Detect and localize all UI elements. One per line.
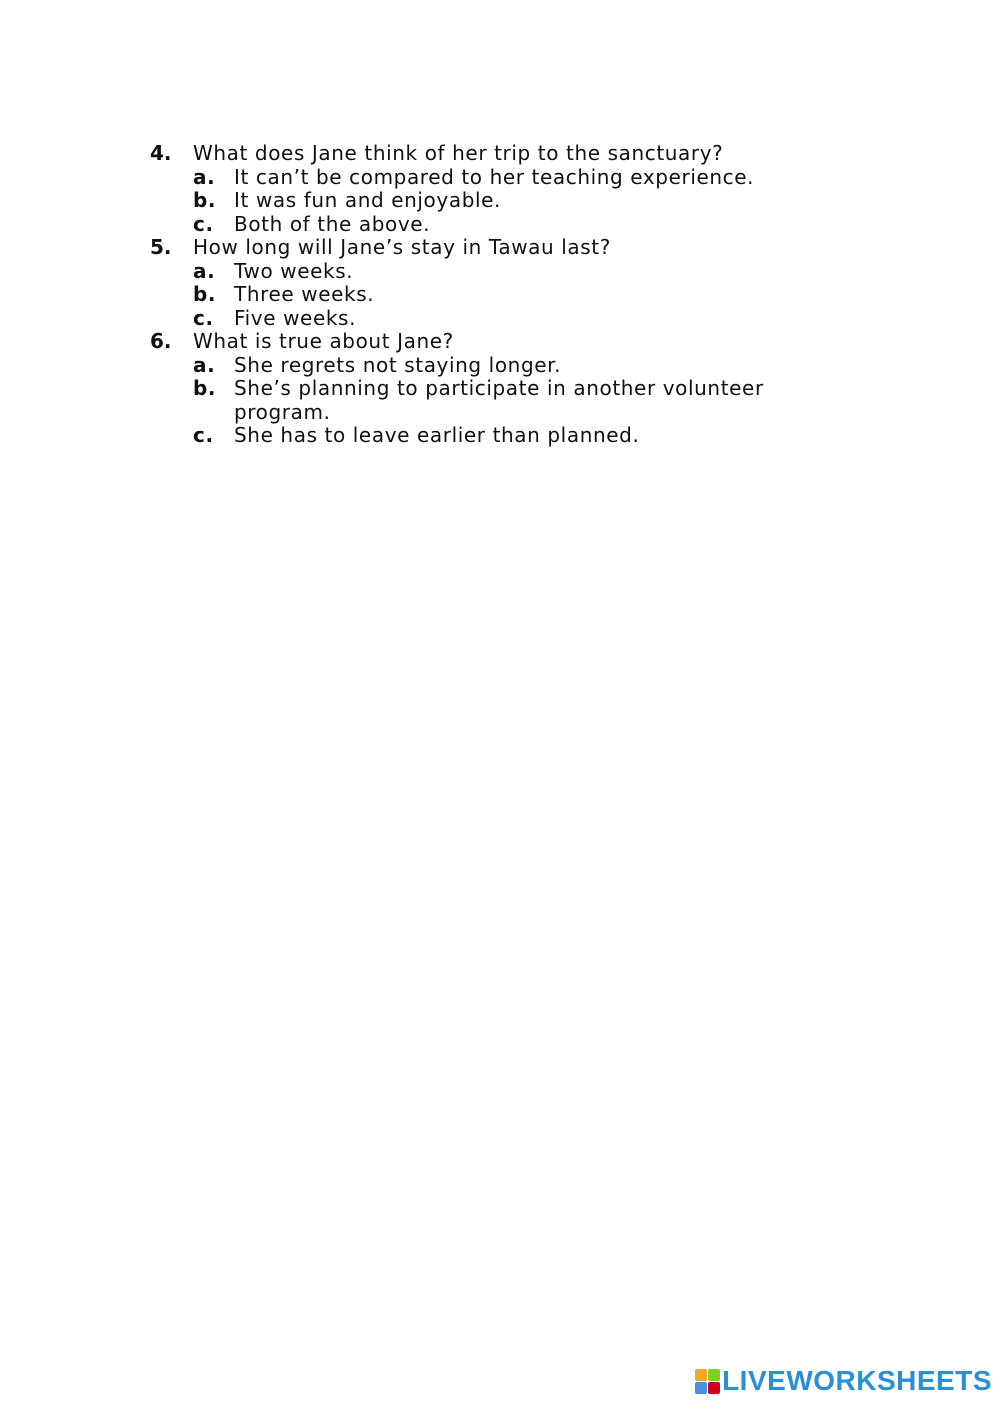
option-5a[interactable] (193, 260, 850, 284)
option-6b[interactable] (193, 377, 850, 424)
option-text: Three weeks. (234, 282, 375, 306)
logo-square-v (695, 1382, 707, 1394)
question-number: 4. (150, 141, 172, 165)
option-list (193, 166, 850, 237)
option-letter: a. (193, 352, 216, 377)
logo-square-l (695, 1369, 707, 1381)
option-4c[interactable] (193, 213, 850, 237)
option-letter: b. (193, 282, 217, 306)
option-letter: b. (193, 188, 217, 212)
option-text: She has to leave earlier than planned. (234, 423, 640, 447)
question-text: How long will Jane’s stay in Tawau last? (193, 235, 611, 259)
question-5 (150, 236, 850, 330)
question-4 (150, 142, 850, 236)
option-5b[interactable] (193, 283, 850, 307)
logo-square-e (708, 1382, 720, 1394)
worksheet (150, 142, 850, 448)
question-number: 5. (150, 235, 172, 259)
option-list (193, 354, 850, 448)
option-letter: a. (193, 258, 216, 283)
liveworksheets-logo-icon (695, 1369, 720, 1394)
option-letter: c. (193, 211, 214, 236)
option-letter: a. (193, 164, 216, 189)
question-6 (150, 330, 850, 448)
option-4b[interactable] (193, 189, 850, 213)
option-list (193, 260, 850, 331)
option-6a[interactable] (193, 354, 850, 378)
question-number: 6. (150, 329, 172, 353)
option-letter: c. (193, 305, 214, 330)
logo-square-i (708, 1369, 720, 1381)
option-4a[interactable] (193, 166, 850, 190)
brand-name: LIVEWORKSHEETS (722, 1365, 992, 1396)
option-text: Two weeks. (234, 258, 354, 283)
option-text: Both of the above. (234, 211, 431, 236)
option-text: It can’t be compared to her teaching experience. (234, 164, 755, 189)
option-5c[interactable] (193, 307, 850, 331)
liveworksheets-watermark (695, 1365, 992, 1397)
question-text: What does Jane think of her trip to the sanctuary? (193, 141, 724, 165)
option-letter: b. (193, 376, 217, 400)
option-text: She regrets not staying longer. (234, 352, 562, 377)
option-text: It was fun and enjoyable. (234, 188, 502, 212)
option-text: She’s planning to participate in another volunteer program. (234, 376, 764, 424)
option-letter: c. (193, 423, 214, 447)
question-text: What is true about Jane? (193, 329, 454, 353)
option-6c[interactable] (193, 424, 850, 448)
option-text: Five weeks. (234, 305, 357, 330)
